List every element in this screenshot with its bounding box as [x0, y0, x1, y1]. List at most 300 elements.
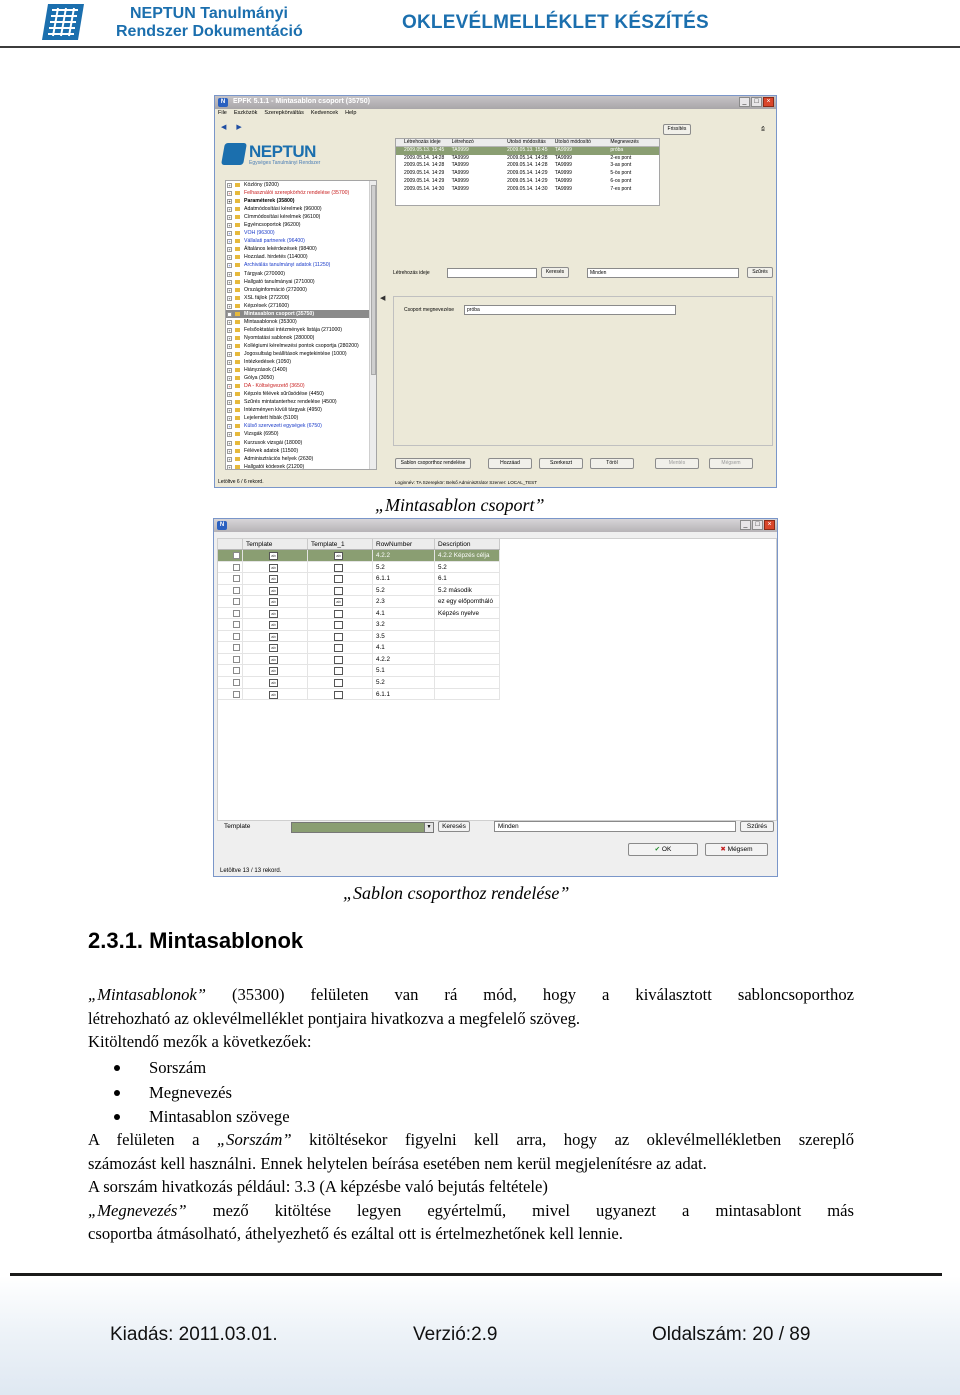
tree-item-label: DA - Költségvezető (3650) [244, 383, 305, 390]
folder-icon [235, 280, 240, 284]
template-1-document-icon[interactable]: ab [334, 552, 343, 560]
menu-item[interactable]: File [218, 110, 227, 116]
expand-icon[interactable]: + [228, 279, 231, 285]
table-row[interactable] [396, 170, 659, 178]
table-cell: 2009.05.13. 15:45 [403, 146, 445, 153]
folder-icon [235, 207, 240, 211]
tree-item[interactable] [226, 326, 376, 334]
paragraph-2 [88, 1128, 854, 1246]
rownumber-cell [373, 677, 435, 688]
tree-item[interactable] [226, 205, 376, 213]
minimize-button[interactable]: _ [740, 520, 751, 530]
tree-item-label: Mintasablon csoport (35750) [244, 310, 315, 317]
rownumber-cell [373, 665, 435, 676]
row-checkbox[interactable] [233, 598, 240, 605]
tree-item-label: Nyomtatási sablonok (280000) [244, 334, 315, 341]
paragraph-1-line-2: létrehozható az oklevélmelléklet pontjaira hivatkozva a megfelelő szöveg. [88, 1008, 581, 1028]
template-1-cell [308, 608, 373, 619]
template-1-document-icon[interactable] [334, 644, 343, 652]
menu-item[interactable]: Eszközök [233, 110, 258, 116]
template-1-document-icon[interactable] [334, 575, 343, 583]
folder-icon [235, 352, 240, 356]
col-header-description[interactable]: Description [435, 539, 500, 549]
expand-icon[interactable]: + [228, 448, 231, 454]
description-cell [435, 677, 500, 688]
page-title: OKLEVÉLMELLÉKLET KÉSZÍTÉS [402, 12, 709, 33]
template-document-icon[interactable]: ab [269, 691, 278, 699]
template-document-icon[interactable]: ab [269, 598, 278, 606]
status-bar-right: Loginnév: TA Szerepkör: Belső Adminisztrátor Szerver: LOCAL_TEST [395, 480, 538, 485]
term-megnevezes: „Megnevezés” [88, 1200, 187, 1220]
search-button[interactable]: Keresés [438, 821, 470, 832]
template-1-cell [308, 677, 373, 688]
filter-field[interactable] [447, 268, 537, 278]
maximize-button[interactable]: □ [752, 520, 763, 530]
tree-item-label: Gólya (3050) [244, 375, 274, 382]
tree-item-label: Félévek adatok (11500) [244, 447, 299, 454]
table-row[interactable] [218, 550, 500, 562]
template-1-cell [308, 573, 373, 584]
folder-icon [235, 376, 240, 380]
template-1-document-icon[interactable] [334, 691, 343, 699]
template-1-document-icon[interactable] [334, 610, 343, 618]
group-name-input[interactable]: próba [464, 305, 676, 315]
col-header-rownumber[interactable]: RowNumber [373, 539, 435, 549]
rownumber-value: 4.2.2 [376, 552, 391, 559]
tree-item[interactable] [226, 398, 376, 406]
table-row[interactable] [218, 596, 500, 608]
template-document-icon[interactable]: ab [269, 564, 278, 572]
template-document-icon[interactable]: ab [269, 587, 278, 595]
term-sorszam: „Sorszám” [216, 1130, 292, 1149]
template-cell [243, 689, 308, 700]
row-marker [396, 147, 404, 155]
tree-item[interactable] [226, 422, 376, 430]
rownumber-value: 6.1.1 [376, 690, 391, 698]
refresh-button[interactable]: Frissítés [663, 124, 691, 135]
assign-template-button[interactable]: Sablon csoporthoz rendelése [395, 458, 471, 469]
table-cell: TA9999 [554, 162, 572, 169]
tree-item[interactable] [226, 221, 376, 229]
template-document-icon[interactable]: ab [269, 667, 278, 675]
row-checkbox[interactable] [233, 691, 240, 698]
header-system-name: NEPTUN Tanulmányi [130, 5, 288, 22]
folder-icon [235, 312, 240, 316]
description-value [435, 633, 438, 640]
window-titlebar[interactable] [215, 96, 776, 109]
filter-button[interactable]: Szűrés [747, 267, 773, 278]
group-grid[interactable] [395, 138, 660, 206]
tree-scrollbar[interactable] [369, 181, 376, 469]
row-checkbox[interactable] [233, 564, 240, 571]
tree-item[interactable] [226, 181, 376, 189]
column-header[interactable]: Utolsó módosítás [507, 139, 546, 145]
expand-icon[interactable]: + [228, 384, 231, 390]
brand-subtitle: Egységes Tanulmányi Rendszer [249, 160, 321, 166]
col-header-template-1[interactable]: Template_1 [308, 539, 373, 549]
tree-item[interactable] [226, 414, 376, 422]
tree-item-label: Adatmódosítási kérelmek (96000) [244, 206, 322, 213]
expand-icon[interactable]: + [228, 376, 231, 382]
template-1-document-icon[interactable]: ab [334, 598, 343, 606]
rownumber-cell [373, 631, 435, 642]
table-row[interactable] [218, 608, 500, 620]
folder-icon [235, 183, 240, 187]
maximize-button[interactable]: □ [751, 97, 762, 107]
expand-icon[interactable]: + [228, 432, 231, 438]
tree-item[interactable] [226, 318, 376, 326]
close-button[interactable]: × [764, 520, 775, 530]
template-document-icon[interactable]: ab [269, 575, 278, 583]
expand-icon[interactable]: + [228, 335, 231, 341]
select-cell [218, 562, 243, 573]
expand-icon[interactable]: + [228, 247, 231, 253]
x-icon: ✖ [720, 846, 728, 853]
tree-item[interactable] [226, 310, 376, 318]
tree-item[interactable] [226, 229, 376, 237]
row-checkbox[interactable] [233, 552, 240, 559]
menu-item[interactable]: Szerepkörváltás [264, 110, 304, 116]
description-value: ez egy előporntháló [438, 598, 493, 606]
table-row[interactable] [218, 631, 500, 643]
rownumber-value: 4.1 [376, 644, 385, 652]
table-cell: TA9999 [554, 146, 572, 153]
tree-item[interactable] [226, 430, 376, 438]
figure-caption-2: „Sablon csoporthoz rendelése” [343, 883, 570, 903]
tree-item[interactable] [226, 237, 376, 245]
row-checkbox[interactable] [233, 610, 240, 617]
expand-icon[interactable]: + [228, 263, 231, 269]
forward-icon[interactable]: ▶ [236, 124, 242, 131]
template-cell [243, 573, 308, 584]
table-row[interactable] [218, 677, 500, 689]
expand-icon[interactable]: + [228, 295, 231, 301]
filter-combo[interactable]: Minden [587, 268, 739, 278]
expand-icon[interactable]: + [228, 327, 231, 333]
tree-item[interactable] [226, 406, 376, 414]
table-cell: TA9999 [554, 185, 572, 192]
check-icon: ✔ [654, 846, 662, 853]
filter-value-combo[interactable] [494, 821, 736, 832]
folder-icon [235, 199, 240, 203]
collapse-arrow-icon[interactable]: ◀ [380, 295, 386, 302]
expand-icon[interactable]: + [228, 287, 231, 293]
col-header-select[interactable] [218, 539, 243, 549]
row-checkbox[interactable] [233, 621, 240, 628]
expand-icon[interactable]: + [228, 271, 231, 277]
back-icon[interactable]: ◀ [221, 124, 227, 131]
rownumber-value: 5.1 [376, 667, 385, 675]
column-header[interactable]: Létrehozás ideje [403, 139, 441, 145]
table-row[interactable] [218, 573, 500, 585]
template-1-cell [308, 596, 373, 607]
template-1-cell [308, 562, 373, 573]
expand-icon[interactable]: + [228, 183, 231, 188]
tree-item-label: Intézkedések (1050) [244, 359, 292, 366]
tree-item-label: Mintasablonok (35300) [244, 318, 297, 325]
template-1-document-icon[interactable] [334, 587, 343, 595]
tree-item-label: XSL fájlok (272200) [244, 294, 290, 301]
table-cell: 2009.05.14. 14:28 [403, 154, 445, 161]
tree-item[interactable] [226, 439, 376, 447]
rownumber-value: 4.2.2 [376, 655, 391, 663]
expand-icon[interactable]: + [228, 231, 231, 237]
menu-bar [218, 110, 356, 119]
paragraph-1 [88, 983, 854, 1054]
table-row[interactable] [218, 689, 500, 701]
window-title: EPFK 5.1.1 - Mintasablon csoport (35750) [233, 98, 370, 105]
template-document-icon[interactable]: ab [269, 552, 278, 560]
tree-item[interactable] [226, 366, 376, 374]
expand-icon[interactable]: + [228, 319, 231, 325]
select-cell [218, 665, 243, 676]
paragraph-1-line-3: Kitöltendő mezők a következőek: [88, 1032, 312, 1051]
row-checkbox[interactable] [233, 587, 240, 594]
rownumber-cell [373, 689, 435, 700]
expand-icon[interactable]: + [228, 408, 231, 414]
description-value [435, 679, 438, 686]
expand-icon[interactable]: + [228, 311, 231, 317]
tree-item-label: Intézményen kívüli tárgyak (4950) [244, 407, 322, 414]
folder-icon [235, 215, 240, 219]
paragraph-1-text: (35300) felületen van rá mód, hogy a kiválasztott sabloncsoporthoz [206, 985, 854, 1004]
table-row[interactable] [218, 654, 500, 666]
row-marker [396, 155, 404, 163]
expand-icon[interactable]: + [228, 424, 231, 430]
paragraph-2-line-1 [88, 1128, 854, 1152]
folder-icon [235, 400, 240, 404]
chevron-down-icon[interactable]: ▼ [424, 823, 433, 832]
tree-item[interactable] [226, 374, 376, 382]
template-1-document-icon[interactable] [334, 621, 343, 629]
select-cell [218, 689, 243, 700]
table-row[interactable] [396, 155, 659, 163]
template-document-icon[interactable]: ab [269, 644, 278, 652]
section-heading: 2.3.1. Mintasablonok [88, 928, 304, 953]
tree-item[interactable] [226, 189, 376, 197]
template-1-cell [308, 631, 373, 642]
row-checkbox[interactable] [233, 656, 240, 663]
table-row[interactable] [396, 178, 659, 186]
tree-item[interactable] [226, 270, 376, 278]
footer-version: Verzió:2.9 [413, 1324, 498, 1345]
table-row[interactable] [218, 619, 500, 631]
description-value: 4.2.2 Képzés célja [438, 552, 490, 559]
expand-icon[interactable]: + [228, 392, 231, 398]
tree-item-label: Képzések (271600) [244, 302, 289, 309]
tree-item[interactable] [226, 334, 376, 342]
rownumber-value: 3.5 [376, 632, 385, 640]
tree-item[interactable] [226, 358, 376, 366]
table-cell: 7-es pont [610, 185, 632, 192]
minimize-button[interactable]: _ [739, 97, 750, 107]
expand-icon[interactable]: + [228, 464, 231, 470]
expand-icon[interactable]: + [228, 351, 231, 357]
expand-icon[interactable]: + [228, 456, 231, 462]
folder-icon [235, 328, 240, 332]
save-button[interactable]: Mentés [655, 458, 699, 469]
tree-item[interactable] [226, 350, 376, 358]
select-cell [218, 573, 243, 584]
paragraph-3-line-1 [88, 1199, 854, 1223]
template-1-document-icon[interactable] [334, 564, 343, 572]
table-row[interactable] [218, 585, 500, 597]
description-value: 5.2 [438, 563, 447, 571]
template-1-document-icon[interactable] [334, 633, 343, 641]
cancel-button[interactable] [705, 843, 768, 856]
close-button[interactable]: × [763, 97, 774, 107]
tree-item[interactable] [226, 261, 376, 269]
menu-item[interactable]: Help [345, 110, 357, 116]
tree-item[interactable] [226, 245, 376, 253]
template-document-icon[interactable]: ab [269, 656, 278, 664]
ok-button[interactable] [628, 843, 698, 856]
folder-icon [235, 336, 240, 340]
row-marker-header [396, 139, 404, 146]
tree-item[interactable] [226, 213, 376, 221]
filter-button[interactable]: Szűrés [740, 821, 774, 832]
template-document-icon[interactable]: ab [269, 621, 278, 629]
template-document-icon[interactable]: ab [269, 633, 278, 641]
folder-icon [235, 191, 240, 195]
expand-icon[interactable]: + [228, 303, 231, 309]
col-header-template[interactable]: Template [243, 539, 308, 549]
template-1-cell [308, 689, 373, 700]
tree-item[interactable] [226, 302, 376, 310]
expand-icon[interactable]: + [228, 360, 231, 366]
row-checkbox[interactable] [233, 667, 240, 674]
folder-icon [235, 304, 240, 308]
tree-item[interactable] [226, 197, 376, 205]
table-cell: TA9999 [554, 154, 572, 161]
window-titlebar[interactable] [214, 519, 777, 532]
field-list [114, 1056, 290, 1130]
row-checkbox[interactable] [233, 644, 240, 651]
select-cell [218, 631, 243, 642]
table-cell: 2009.05.13. 15:45 [507, 146, 548, 153]
expand-icon[interactable]: + [228, 368, 231, 374]
neptun-logo-icon [40, 2, 86, 42]
table-cell: 2009.05.14. 14:28 [403, 162, 445, 169]
folder-icon [235, 231, 240, 235]
tree-item[interactable] [226, 382, 376, 390]
table-row[interactable] [396, 162, 659, 170]
folder-icon [235, 320, 240, 324]
edit-button[interactable]: Szerkeszt [539, 458, 583, 469]
table-cell: 2009.05.14. 14:29 [403, 177, 445, 184]
grid-header [218, 539, 500, 550]
filter-label: Létrehozás ideje [393, 270, 430, 276]
group-name-label: Csoport megnevezése [404, 307, 455, 313]
column-header[interactable]: Utolsó módosító [554, 139, 591, 145]
filter-combo[interactable] [291, 822, 434, 833]
menu-tree[interactable] [225, 180, 377, 470]
template-1-document-icon[interactable] [334, 656, 343, 664]
add-button[interactable]: Hozzáad [488, 458, 532, 469]
description-cell [435, 550, 500, 561]
tree-item[interactable] [226, 463, 376, 470]
tree-item-label: Általános lekérdezések (98400) [244, 246, 317, 253]
description-cell [435, 562, 500, 573]
row-marker [396, 162, 404, 170]
folder-icon [235, 344, 240, 348]
status-bar: Letöltve 13 / 13 rekord. [220, 868, 282, 874]
search-button[interactable]: Keresés [541, 267, 569, 278]
template-document-icon[interactable]: ab [269, 610, 278, 618]
neptun-mark-icon [221, 143, 247, 165]
template-1-document-icon[interactable] [334, 679, 343, 687]
column-header[interactable]: Megnevezés [610, 139, 639, 145]
folder-icon [235, 392, 240, 396]
menu-item[interactable]: Kedvencek [310, 110, 339, 116]
tree-item[interactable] [226, 447, 376, 455]
row-checkbox[interactable] [233, 633, 240, 640]
table-row[interactable] [218, 642, 500, 654]
table-cell: próba [610, 146, 624, 153]
tree-item-label: Jogosultság beállítások megtekintése (1000) [244, 350, 347, 357]
tree-item-label: Országinformáció (272000) [244, 286, 307, 293]
expand-icon[interactable]: + [228, 239, 231, 245]
table-row[interactable] [218, 562, 500, 574]
table-row[interactable] [396, 147, 659, 155]
tree-item[interactable] [226, 455, 376, 463]
template-cell [243, 677, 308, 688]
tree-item[interactable] [226, 294, 376, 302]
tree-item[interactable] [226, 390, 376, 398]
paragraph-2-line-2: számozást kell használni. Ennek helytelen beírása esetében nem kerül megjelenítésre az adat. [88, 1153, 707, 1173]
description-cell [435, 619, 500, 630]
print-icon[interactable]: ⎙ [761, 126, 766, 132]
folder-icon [235, 441, 240, 445]
paragraph-2-pre: A felületen a [88, 1130, 217, 1149]
template-grid[interactable] [217, 538, 777, 821]
template-cell [243, 562, 308, 573]
expand-icon[interactable]: + [228, 440, 231, 446]
brand-name: NEPTUN [249, 142, 316, 161]
tree-item[interactable] [226, 278, 376, 286]
table-row[interactable] [396, 186, 659, 194]
column-header[interactable]: Létrehozó [451, 139, 474, 145]
expand-icon[interactable]: + [228, 191, 231, 197]
tree-item[interactable] [226, 342, 376, 350]
tree-item[interactable] [226, 286, 376, 294]
template-1-document-icon[interactable] [334, 667, 343, 675]
expand-icon[interactable]: + [228, 343, 231, 349]
tree-item[interactable] [226, 253, 376, 261]
row-checkbox[interactable] [233, 679, 240, 686]
edit-panel [393, 296, 773, 446]
expand-icon[interactable]: + [228, 416, 231, 422]
template-document-icon[interactable]: ab [269, 679, 278, 687]
tree-item-label: Paraméterek (35800) [244, 198, 295, 205]
paragraph-2-line-3: A sorszám hivatkozás például: 3.3 (A képzésbe való bejutás feltétele) [88, 1177, 548, 1196]
rownumber-cell [373, 550, 435, 561]
expand-icon[interactable]: + [228, 207, 231, 213]
table-row[interactable] [218, 665, 500, 677]
row-marker [396, 170, 404, 178]
expand-icon[interactable]: + [228, 223, 231, 229]
expand-icon[interactable]: + [228, 400, 231, 406]
expand-icon[interactable]: + [228, 255, 231, 261]
template-cell [243, 596, 308, 607]
cancel-button[interactable]: Mégsem [709, 458, 753, 469]
description-value [435, 667, 438, 674]
expand-icon[interactable]: + [228, 215, 231, 221]
expand-icon[interactable]: + [228, 199, 231, 205]
row-checkbox[interactable] [233, 575, 240, 582]
delete-button[interactable]: Töröl [590, 458, 634, 469]
folder-icon [235, 424, 240, 428]
